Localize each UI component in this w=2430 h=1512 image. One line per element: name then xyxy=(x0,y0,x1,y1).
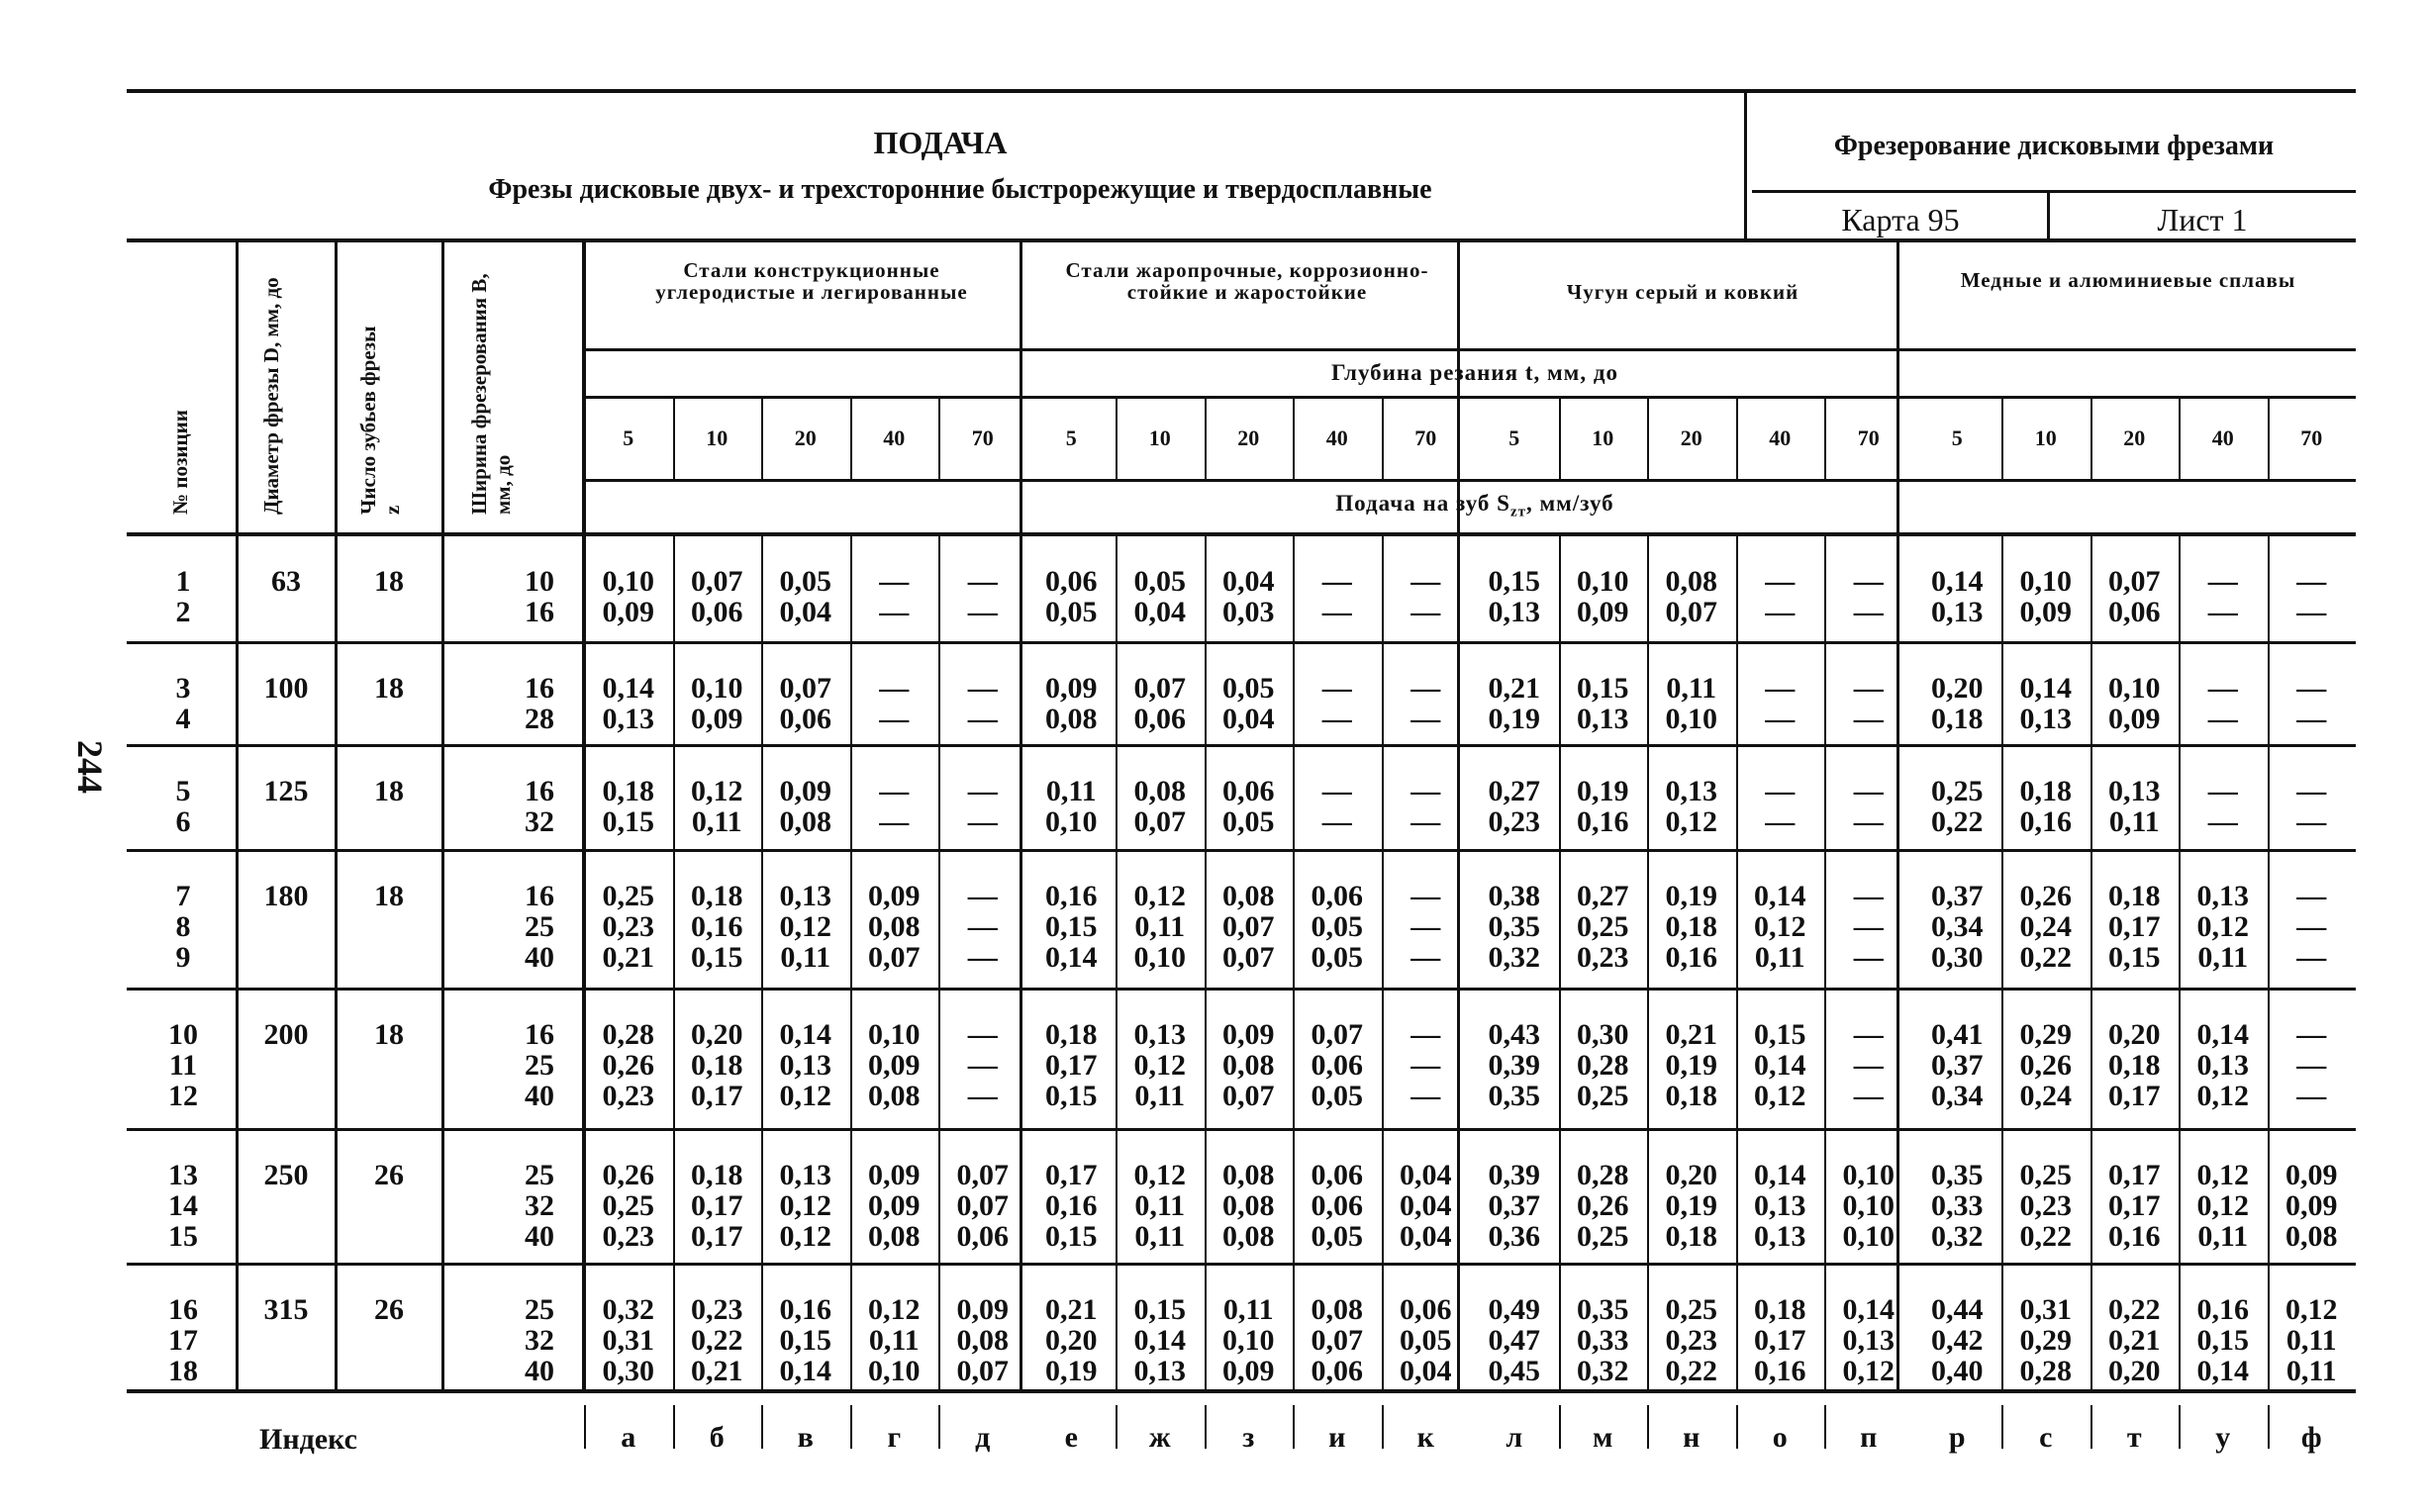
col-sep-1 xyxy=(236,240,239,1390)
table-row-width: 16 25 40 xyxy=(525,1018,554,1112)
feed-value: 0,10 0,09 xyxy=(2019,565,2072,628)
feed-value: 0,28 0,26 0,23 xyxy=(602,1018,654,1112)
feed-value: 0,09 0,09 0,08 xyxy=(868,1159,921,1253)
feed-value: 0,04 0,03 xyxy=(1222,565,1275,628)
feed-value: 0,18 0,15 xyxy=(602,775,654,838)
table-row-position: 10 11 12 xyxy=(168,1018,198,1112)
feed-value: 0,35 0,33 0,32 xyxy=(1931,1159,1984,1253)
feed-value: — — xyxy=(2207,672,2238,735)
feed-value: 0,05 0,04 xyxy=(1133,565,1186,628)
group-cast-iron: Чугун серый и ковкий xyxy=(1566,280,1799,304)
feed-value: 0,12 0,12 0,11 xyxy=(2196,1159,2249,1253)
table-row-teeth: 18 xyxy=(374,565,404,598)
group-header-rule xyxy=(584,348,2356,351)
feed-value: 0,25 0,23 0,22 xyxy=(2019,1159,2072,1253)
feed-value: — — — xyxy=(967,1018,998,1112)
feed-value: 0,11 0,10 0,09 xyxy=(1222,1293,1275,1387)
index-letter: у xyxy=(2215,1421,2231,1454)
table-row-position: 5 6 xyxy=(175,775,191,838)
feed-value: 0,29 0,26 0,24 xyxy=(2019,1018,2072,1112)
feed-value: 0,13 0,12 0,11 xyxy=(1133,1018,1186,1112)
feed-value: 0,25 0,23 0,22 xyxy=(1665,1293,1717,1387)
top-rule xyxy=(127,89,2356,93)
feed-value: 0,15 0,13 xyxy=(1488,565,1540,628)
feed-value: 0,16 0,15 0,14 xyxy=(1045,880,1098,974)
feed-value: — — xyxy=(1853,775,1884,838)
table-row-teeth: 18 xyxy=(374,880,404,912)
feed-value: 0,18 0,17 0,17 xyxy=(691,1159,743,1253)
table-row-position: 13 14 15 xyxy=(168,1159,198,1253)
feed-label: Подача на зуб $S_{zт}$, мм/зуб xyxy=(1335,491,1614,520)
feed-value: 0,17 0,16 0,15 xyxy=(1045,1159,1098,1253)
row-rule xyxy=(127,641,2356,644)
feed-value: 0,12 0,11 xyxy=(691,775,743,838)
feed-value: 0,13 0,12 xyxy=(1665,775,1717,838)
feed-value: 0,09 0,08 xyxy=(1045,672,1098,735)
feed-value: 0,10 0,09 xyxy=(602,565,654,628)
index-letter: к xyxy=(1416,1421,1434,1454)
table-row-position: 1 2 xyxy=(175,565,191,628)
feed-value: 0,10 0,09 xyxy=(691,672,743,735)
feed-value: 0,26 0,24 0,22 xyxy=(2019,880,2072,974)
table-row-width: 25 32 40 xyxy=(525,1159,554,1253)
feed-value: 0,08 0,07 0,06 xyxy=(1311,1293,1363,1387)
depth-value: 40 xyxy=(883,425,906,450)
feed-value: — — xyxy=(1765,775,1796,838)
table-row-teeth: 18 xyxy=(374,672,404,705)
feed-value: 0,21 0,19 xyxy=(1488,672,1540,735)
index-letter: м xyxy=(1593,1421,1613,1454)
table-row-teeth: 26 xyxy=(374,1293,404,1326)
depth-value: 5 xyxy=(1508,425,1520,450)
depth-value: 10 xyxy=(1592,425,1614,450)
index-letter: р xyxy=(1948,1421,1966,1454)
feed-value: 0,28 0,26 0,25 xyxy=(1577,1159,1629,1253)
feed-value: 0,06 0,05 0,04 xyxy=(1400,1293,1452,1387)
header-divider xyxy=(1744,91,1747,239)
feed-value: 0,26 0,25 0,23 xyxy=(602,1159,654,1253)
feed-value: 0,10 0,09 0,08 xyxy=(868,1018,921,1112)
feed-value: 0,20 0,18 0,17 xyxy=(2108,1018,2161,1112)
feed-value: 0,08 0,07 xyxy=(1665,565,1717,628)
depth-value: 70 xyxy=(971,425,994,450)
feed-value: 0,08 0,07 0,07 xyxy=(1222,880,1275,974)
feed-value: 0,07 0,06 xyxy=(2108,565,2161,628)
feed-value: 0,13 0,11 xyxy=(2108,775,2161,838)
feed-value: 0,07 0,07 0,06 xyxy=(956,1159,1009,1253)
depth-value: 10 xyxy=(706,425,729,450)
group-heat-resistant-steels: Стали жаропрочные, коррозионно-стойкие и жаростойкие xyxy=(1065,258,1429,304)
feed-value: — — — xyxy=(1410,880,1441,974)
index-letter: а xyxy=(621,1421,636,1454)
feed-value: — — xyxy=(1321,775,1352,838)
group-copper-aluminium: Медные и алюминиевые сплавы xyxy=(1960,268,2296,292)
depth-value: 5 xyxy=(623,425,634,450)
feed-value: 0,12 0,11 0,10 xyxy=(1133,880,1186,974)
index-letter: о xyxy=(1772,1421,1788,1454)
depth-value: 5 xyxy=(1065,425,1077,450)
col-sep-2 xyxy=(335,240,338,1390)
table-row-width: 25 32 40 xyxy=(525,1293,554,1387)
depth-value: 70 xyxy=(1857,425,1880,450)
feed-value: 0,05 0,04 xyxy=(779,565,831,628)
table-row-diameter: 63 xyxy=(271,565,301,598)
index-letter: ф xyxy=(2300,1421,2322,1454)
feed-value: 0,49 0,47 0,45 xyxy=(1488,1293,1540,1387)
card-number: Карта 95 xyxy=(1841,202,1960,237)
feed-value: 0,43 0,39 0,35 xyxy=(1488,1018,1540,1112)
feed-value: 0,30 0,28 0,25 xyxy=(1577,1018,1629,1112)
feed-value: 0,16 0,15 0,14 xyxy=(2196,1293,2249,1387)
table-top-rule xyxy=(127,238,2356,242)
feed-value: 0,14 0,13 0,12 xyxy=(2196,1018,2249,1112)
feed-value: — — — xyxy=(1853,1018,1884,1112)
feed-value: — — xyxy=(2207,775,2238,838)
feed-value: 0,21 0,20 0,19 xyxy=(1045,1293,1098,1387)
table-row-diameter: 250 xyxy=(263,1159,309,1191)
feed-value: — — — xyxy=(1853,880,1884,974)
depth-value: 20 xyxy=(1680,425,1702,450)
feed-value: 0,25 0,22 xyxy=(1931,775,1984,838)
feed-value: 0,25 0,23 0,21 xyxy=(602,880,654,974)
index-letter: и xyxy=(1328,1421,1346,1454)
depth-value: 20 xyxy=(794,425,817,450)
feed-value: 0,13 0,12 0,11 xyxy=(779,880,831,974)
feed-value: 0,18 0,16 0,15 xyxy=(691,880,743,974)
feed-value: 0,07 0,06 xyxy=(779,672,831,735)
feed-value: 0,18 0,17 0,15 xyxy=(1045,1018,1098,1112)
index-letter: с xyxy=(2039,1421,2053,1454)
feed-value: — — xyxy=(879,775,910,838)
depth-value: 70 xyxy=(2300,425,2323,450)
feed-value: 0,09 0,09 0,08 xyxy=(2285,1159,2338,1253)
depth-value: 5 xyxy=(1951,425,1963,450)
feed-value: 0,10 0,10 0,10 xyxy=(1842,1159,1895,1253)
index-letter: п xyxy=(1860,1421,1878,1454)
index-letter: д xyxy=(975,1421,991,1454)
col-width-label: Ширина фрезерования B, мм, до xyxy=(467,273,515,515)
feed-value: 0,20 0,19 0,18 xyxy=(1665,1159,1717,1253)
feed-value: 0,14 0,13 xyxy=(2019,672,2072,735)
page-number: 244 xyxy=(70,740,110,794)
feed-value: 0,12 0,11 0,11 xyxy=(1133,1159,1186,1253)
header-bottom-rule xyxy=(127,532,2356,536)
feed-value: 0,15 0,14 0,13 xyxy=(1133,1293,1186,1387)
feed-value: 0,21 0,19 0,18 xyxy=(1665,1018,1717,1112)
feed-value: 0,23 0,22 0,21 xyxy=(691,1293,743,1387)
feed-value: 0,13 0,12 0,12 xyxy=(779,1159,831,1253)
card-rule xyxy=(1752,190,2356,193)
feed-value: 0,39 0,37 0,36 xyxy=(1488,1159,1540,1253)
feed-value: 0,06 0,05 xyxy=(1222,775,1275,838)
depth-value: 40 xyxy=(1325,425,1348,450)
index-letter: з xyxy=(1242,1421,1255,1454)
feed-value: 0,11 0,10 xyxy=(1665,672,1717,735)
feed-value: 0,09 0,08 0,07 xyxy=(868,880,921,974)
feed-value: — — xyxy=(879,672,910,735)
row-rule xyxy=(127,988,2356,991)
depth-value: 40 xyxy=(2211,425,2234,450)
feed-value: — — xyxy=(967,672,998,735)
operation-title: Фрезерование дисковыми фрезами xyxy=(1833,131,2275,161)
row-rule xyxy=(127,1263,2356,1266)
feed-value: 0,31 0,29 0,28 xyxy=(2019,1293,2072,1387)
feed-value: 0,20 0,18 0,17 xyxy=(691,1018,743,1112)
feed-value: 0,18 0,17 0,15 xyxy=(2108,880,2161,974)
feed-value: 0,07 0,06 0,05 xyxy=(1311,1018,1363,1112)
feed-value: 0,41 0,37 0,34 xyxy=(1931,1018,1984,1112)
feed-value: 0,07 0,06 xyxy=(691,565,743,628)
feed-value: 0,09 0,08 xyxy=(779,775,831,838)
feed-value: — — xyxy=(1853,672,1884,735)
depth-value: 10 xyxy=(2034,425,2057,450)
feed-value: 0,11 0,10 xyxy=(1045,775,1098,838)
table-row-width: 16 28 xyxy=(525,672,554,735)
col-teeth-label: Число зубьев фрезы z xyxy=(356,326,404,515)
table-bottom-rule xyxy=(127,1389,2356,1393)
feed-value: — — xyxy=(1321,565,1352,628)
index-label: Индекс xyxy=(259,1423,357,1456)
feed-value: 0,18 0,16 xyxy=(2019,775,2072,838)
feed-value: — — — xyxy=(1410,1018,1441,1112)
feed-value: 0,04 0,04 0,04 xyxy=(1400,1159,1452,1253)
feed-value: 0,10 0,09 xyxy=(1577,565,1629,628)
col-position-label: № позиции xyxy=(168,410,192,515)
page-subtitle: Фрезы дисковые двух- и трехсторонние быстрорежущие и твердосплавные xyxy=(488,174,1432,205)
sheet-number: Лист 1 xyxy=(2157,202,2248,237)
index-letter: л xyxy=(1506,1421,1523,1454)
table-row-teeth: 18 xyxy=(374,1018,404,1051)
feed-value: — — xyxy=(2207,565,2238,628)
feed-value: 0,06 0,05 0,05 xyxy=(1311,880,1363,974)
table-row-diameter: 125 xyxy=(263,775,309,807)
feed-value: 0,14 0,12 0,11 xyxy=(1754,880,1806,974)
feed-value: 0,22 0,21 0,20 xyxy=(2108,1293,2161,1387)
feed-value: 0,35 0,33 0,32 xyxy=(1577,1293,1629,1387)
table-row-diameter: 315 xyxy=(263,1293,309,1326)
feed-value: 0,32 0,31 0,30 xyxy=(602,1293,654,1387)
feed-value: — — xyxy=(879,565,910,628)
feed-value: 0,14 0,13 0,12 xyxy=(779,1018,831,1112)
table-row-width: 16 25 40 xyxy=(525,880,554,974)
feed-value: 0,12 0,11 0,11 xyxy=(2285,1293,2338,1387)
index-letter: т xyxy=(2126,1421,2142,1454)
feed-value: — — xyxy=(2296,565,2327,628)
index-letter: б xyxy=(709,1421,725,1454)
feed-value: 0,14 0,13 0,12 xyxy=(1842,1293,1895,1387)
table-row-position: 3 4 xyxy=(175,672,191,735)
feed-value: 0,38 0,35 0,32 xyxy=(1488,880,1540,974)
feed-value: — — xyxy=(1410,775,1441,838)
feed-value: 0,07 0,06 xyxy=(1133,672,1186,735)
feed-value: 0,15 0,13 xyxy=(1577,672,1629,735)
feed-value: 0,05 0,04 xyxy=(1222,672,1275,735)
feed-value: — — xyxy=(967,775,998,838)
table-row-teeth: 26 xyxy=(374,1159,404,1191)
feed-value: 0,27 0,23 xyxy=(1488,775,1540,838)
feed-value: 0,19 0,18 0,16 xyxy=(1665,880,1717,974)
feed-value: — — xyxy=(1410,672,1441,735)
feed-value: — — — xyxy=(2296,880,2327,974)
depth-value: 70 xyxy=(1414,425,1437,450)
feed-value: 0,06 0,05 xyxy=(1045,565,1098,628)
depth-value: 20 xyxy=(1237,425,1260,450)
feed-value: 0,16 0,15 0,14 xyxy=(779,1293,831,1387)
feed-value: 0,27 0,25 0,23 xyxy=(1577,880,1629,974)
depth-value: 10 xyxy=(1148,425,1171,450)
feed-value: 0,06 0,06 0,05 xyxy=(1311,1159,1363,1253)
feed-value: 0,15 0,14 0,12 xyxy=(1754,1018,1806,1112)
depth-value: 20 xyxy=(2123,425,2146,450)
table-row-diameter: 100 xyxy=(263,672,309,705)
table-row-position: 16 17 18 xyxy=(168,1293,198,1387)
feed-value: — — — xyxy=(2296,1018,2327,1112)
feed-value: 0,19 0,16 xyxy=(1577,775,1629,838)
feed-value: 0,14 0,13 0,13 xyxy=(1754,1159,1806,1253)
feed-value: 0,20 0,18 xyxy=(1931,672,1984,735)
feed-value: 0,09 0,08 0,07 xyxy=(956,1293,1009,1387)
row-rule xyxy=(127,1128,2356,1131)
feed-value: 0,09 0,08 0,07 xyxy=(1222,1018,1275,1112)
feed-value: 0,17 0,17 0,16 xyxy=(2108,1159,2161,1253)
index-letter: е xyxy=(1064,1421,1078,1454)
feed-value: 0,18 0,17 0,16 xyxy=(1754,1293,1806,1387)
table-row-position: 7 8 9 xyxy=(175,880,191,974)
feed-value: — — xyxy=(1853,565,1884,628)
col-sep-3 xyxy=(441,240,444,1390)
feed-value: 0,14 0,13 xyxy=(602,672,654,735)
feed-value: — — — xyxy=(967,880,998,974)
row-rule xyxy=(127,744,2356,747)
page-title: ПОДАЧА xyxy=(873,125,1008,160)
feed-value: 0,08 0,08 0,08 xyxy=(1222,1159,1275,1253)
table-row-width: 10 16 xyxy=(525,565,554,628)
table-row-width: 16 32 xyxy=(525,775,554,838)
depth-label: Глубина резания t, мм, до xyxy=(1331,360,1618,385)
feed-value: 0,13 0,12 0,11 xyxy=(2196,880,2249,974)
depth-value: 40 xyxy=(1769,425,1792,450)
feed-value: 0,12 0,11 0,10 xyxy=(868,1293,921,1387)
col-diameter-label: Диаметр фрезы D, мм, до xyxy=(259,277,283,515)
feed-value: — — xyxy=(1321,672,1352,735)
feed-value: 0,37 0,34 0,30 xyxy=(1931,880,1984,974)
table-row-teeth: 18 xyxy=(374,775,404,807)
index-letter: н xyxy=(1683,1421,1701,1454)
feed-value: — — xyxy=(1765,565,1796,628)
group-structural-steels: Стали конструкционные углеродистые и легированные xyxy=(655,258,968,304)
feed-value: 0,08 0,07 xyxy=(1133,775,1186,838)
feed-value: 0,10 0,09 xyxy=(2108,672,2161,735)
index-letter: г xyxy=(887,1421,902,1454)
feed-value: — — xyxy=(2296,672,2327,735)
feed-value: — — xyxy=(1410,565,1441,628)
table-row-diameter: 180 xyxy=(263,880,309,912)
feed-value: — — xyxy=(2296,775,2327,838)
index-letter: в xyxy=(797,1421,814,1454)
feed-value: — — xyxy=(967,565,998,628)
feed-value: 0,14 0,13 xyxy=(1931,565,1984,628)
index-letter: ж xyxy=(1148,1421,1171,1454)
row-rule xyxy=(127,849,2356,852)
feed-value: 0,44 0,42 0,40 xyxy=(1931,1293,1984,1387)
feed-value: — — xyxy=(1765,672,1796,735)
table-row-diameter: 200 xyxy=(263,1018,309,1051)
